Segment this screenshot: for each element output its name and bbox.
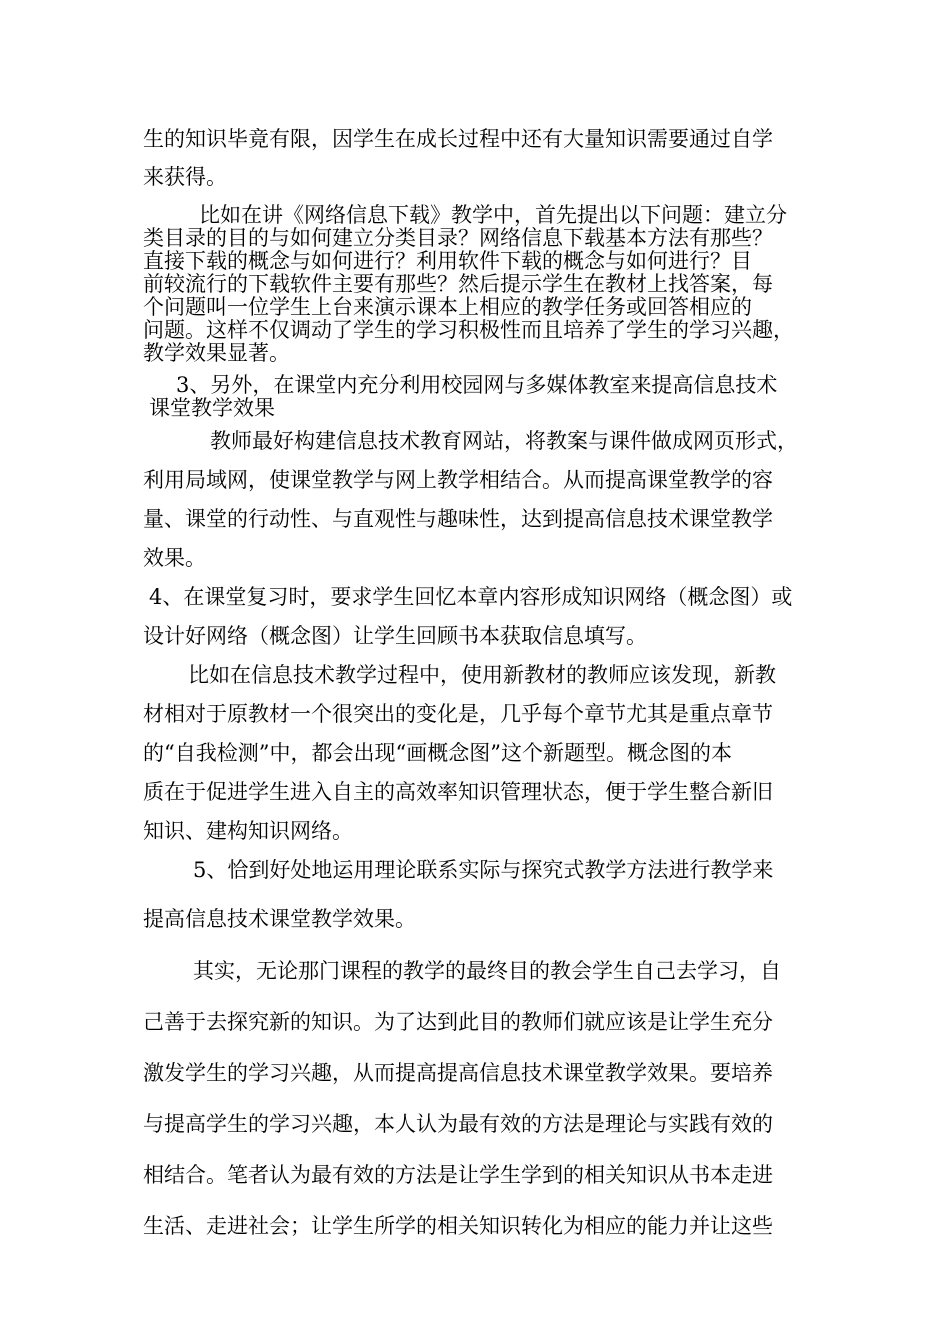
text-line: 教学效果显著。: [143, 341, 290, 365]
section-heading: 课堂教学效果: [149, 396, 275, 420]
text-line: 直接下载的概念与如何进行？利用软件下载的概念与如何进行？目: [143, 249, 752, 273]
text-line: 个问题叫一位学生上台来演示课本上相应的教学任务或回答相应的: [143, 295, 752, 319]
text-line: 来获得。: [143, 165, 227, 189]
section-heading: 3、另外，在课堂内充分利用校园网与多媒体教室来提高信息技术: [176, 373, 778, 397]
text-line: 类目录的目的与如何建立分类目录？网络信息下载基本方法有那些？: [143, 226, 773, 250]
text-line: 前较流行的下载软件主要有那些？然后提示学生在教材上找答案，每: [143, 272, 773, 296]
text-line: 问题。这样不仅调动了学生的学习积极性而且培养了学生的学习兴趣，: [143, 318, 794, 342]
text-line: 教师最好构建信息技术教育网站，将教案与课件做成网页形式，: [210, 429, 798, 453]
text-line: 质在于促进学生进入自主的高效率知识管理状态，便于学生整合新旧: [143, 780, 773, 804]
text-line: 激发学生的学习兴趣，从而提高提高信息技术课堂教学效果。要培养: [143, 1061, 773, 1085]
text-line: 量、课堂的行动性、与直观性与趣味性，达到提高信息技术课堂教学: [143, 507, 773, 531]
text-line: 知识、建构知识网络。: [143, 819, 353, 843]
text-line: 生活、走进社会；让学生所学的相关知识转化为相应的能力并让这些: [143, 1214, 773, 1238]
text-line: 生的知识毕竟有限，因学生在成长过程中还有大量知识需要通过自学: [143, 127, 773, 151]
section-heading: 5、恰到好处地运用理论联系实际与探究式教学方法进行教学来: [193, 858, 774, 882]
text-line: 其实，无论那门课程的教学的最终目的教会学生自己去学习，自: [193, 959, 781, 983]
text-line: 材相对于原教材一个很突出的变化是，几乎每个章节尤其是重点章节: [143, 702, 773, 726]
section-heading: 设计好网络（概念图）让学生回顾书本获取信息填写。: [143, 624, 647, 648]
section-heading: 4、在课堂复习时，要求学生回忆本章内容形成知识网络（概念图）或: [149, 585, 793, 609]
text-line: 比如在信息技术教学过程中，使用新教材的教师应该发现，新教: [188, 663, 776, 687]
text-line: 相结合。笔者认为最有效的方法是让学生学到的相关知识从书本走进: [143, 1163, 773, 1187]
text-line: 比如在讲《网络信息下载》教学中，首先提出以下问题：建立分: [199, 203, 787, 227]
text-line: 效果。: [143, 546, 206, 570]
text-line: 利用局域网，使课堂教学与网上教学相结合。从而提高课堂教学的容: [143, 468, 773, 492]
section-heading: 提高信息技术课堂教学效果。: [143, 907, 416, 931]
text-line: 己善于去探究新的知识。为了达到此目的教师们就应该是让学生充分: [143, 1010, 773, 1034]
text-line: 与提高学生的学习兴趣，本人认为最有效的方法是理论与实践有效的: [143, 1112, 773, 1136]
text-line: 的“自我检测”中，都会出现“画概念图”这个新题型。概念图的本: [143, 741, 732, 765]
